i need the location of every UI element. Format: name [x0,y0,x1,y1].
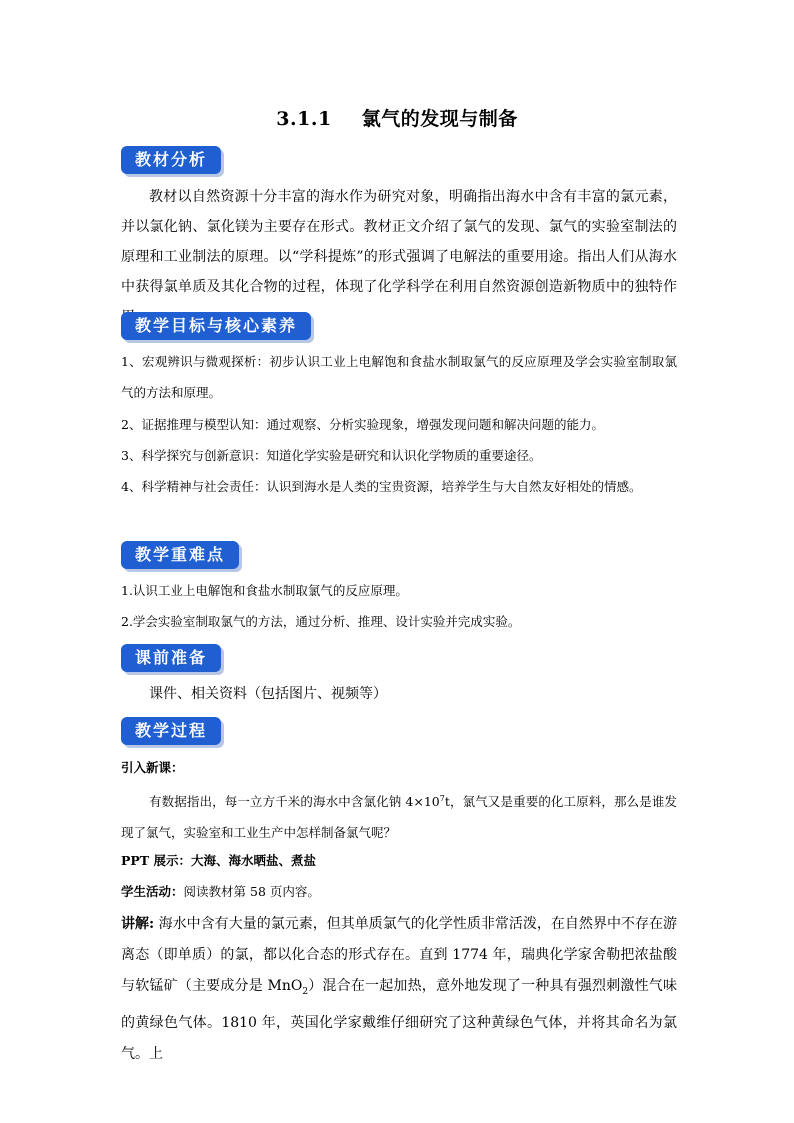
keypoint-item-2: 2.学会实验室制取氯气的方法，通过分析、推理、设计实验并完成实验。 [121,614,521,629]
heading-prep: 课前准备 [121,644,221,672]
lecture-label: 讲解: [121,916,155,932]
goal-item-2: 2、证据推理与模型认知：通过观察、分析实验现象，增强发现问题和解决问题的能力。 [121,417,604,432]
keypoint-item-1: 1.认识工业上电解饱和食盐水制取氯气的反应原理。 [121,583,408,598]
ppt-text: 大海、海水晒盐、煮盐 [190,853,316,868]
title-number: 3.1.1 [276,108,332,130]
page-title [0,104,794,131]
heading-analysis: 教材分析 [121,146,221,174]
goal-item-1: 1、宏观辨识与微观探析：初步认识工业上电解饱和食盐水制取氯气的反应原理及学会实验室制取氯气的方法和原理。 [121,354,677,400]
intro-sup: 7 [439,794,445,803]
goal-item-4: 4、科学精神与社会责任：认识到海水是人类的宝贵资源，培养学生与大自然友好相处的情感。 [121,479,642,494]
intro-paragraph [121,783,677,848]
lecture-paragraph [121,909,677,1070]
activity-row [121,876,677,907]
heading-goals: 教学目标与核心素养 [121,312,311,340]
intro-label: 引入新课： [121,760,184,775]
activity-label: 学生活动： [121,884,184,899]
intro-text-after: t，氯气又是重要的化工原料，那么是谁发现了氯气，实验室和工业生产中怎样制备氯气呢？ [121,794,677,841]
intro-row [121,752,677,783]
goal-item-3: 3、科学探究与创新意识：知道化学实验是研究和认识化学物质的重要途径。 [121,448,542,463]
lecture-text-before: 海水中含有大量的氯元素，但其单质氯气的化学性质非常活泼，在自然界中不存在游离态（即单质）的氯，都以化合态的形式存在。直到 1774 年，瑞典化学家舍勒把浓盐酸与软锰矿（主要成分是 MnO [121,916,677,994]
prep-text: 课件、相关资料（包括图片、视频等） [149,686,387,702]
lecture-text-after: ）混合在一起加热，意外地发现了一种具有强烈刺激性气味的黄绿色气体。1810 年，英国化学家戴维仔细研究了这种黄绿色气体，并将其命名为氯气。上 [121,978,678,1062]
ppt-label: PPT 展示： [121,853,191,868]
heading-process: 教学过程 [121,717,221,745]
ppt-row [121,845,677,876]
heading-keypoints: 教学重难点 [121,541,239,569]
activity-text: 阅读教材第 58 页内容。 [183,884,320,899]
intro-text-before: 有数据指出，每一立方千米的海水中含氯化钠 4×10 [149,794,440,810]
analysis-paragraph: 教材以自然资源十分丰富的海水作为研究对象，明确指出海水中含有丰富的氯元素，并以氯化钠、氯化镁为主要存在形式。教材正文介绍了氯气的发现、氯气的实验室制法的原理和工业制法的原理。以“学科提炼”的形式强调了电解法的重要用途。指出人们从海水中获得氯单质及其化合物的过程，体现了化学科学在利用自然资源创造新物质中的独特作 [121,189,677,295]
lecture-sub: 2 [302,986,309,997]
title-text: 氯气的发现与制备 [361,108,518,130]
